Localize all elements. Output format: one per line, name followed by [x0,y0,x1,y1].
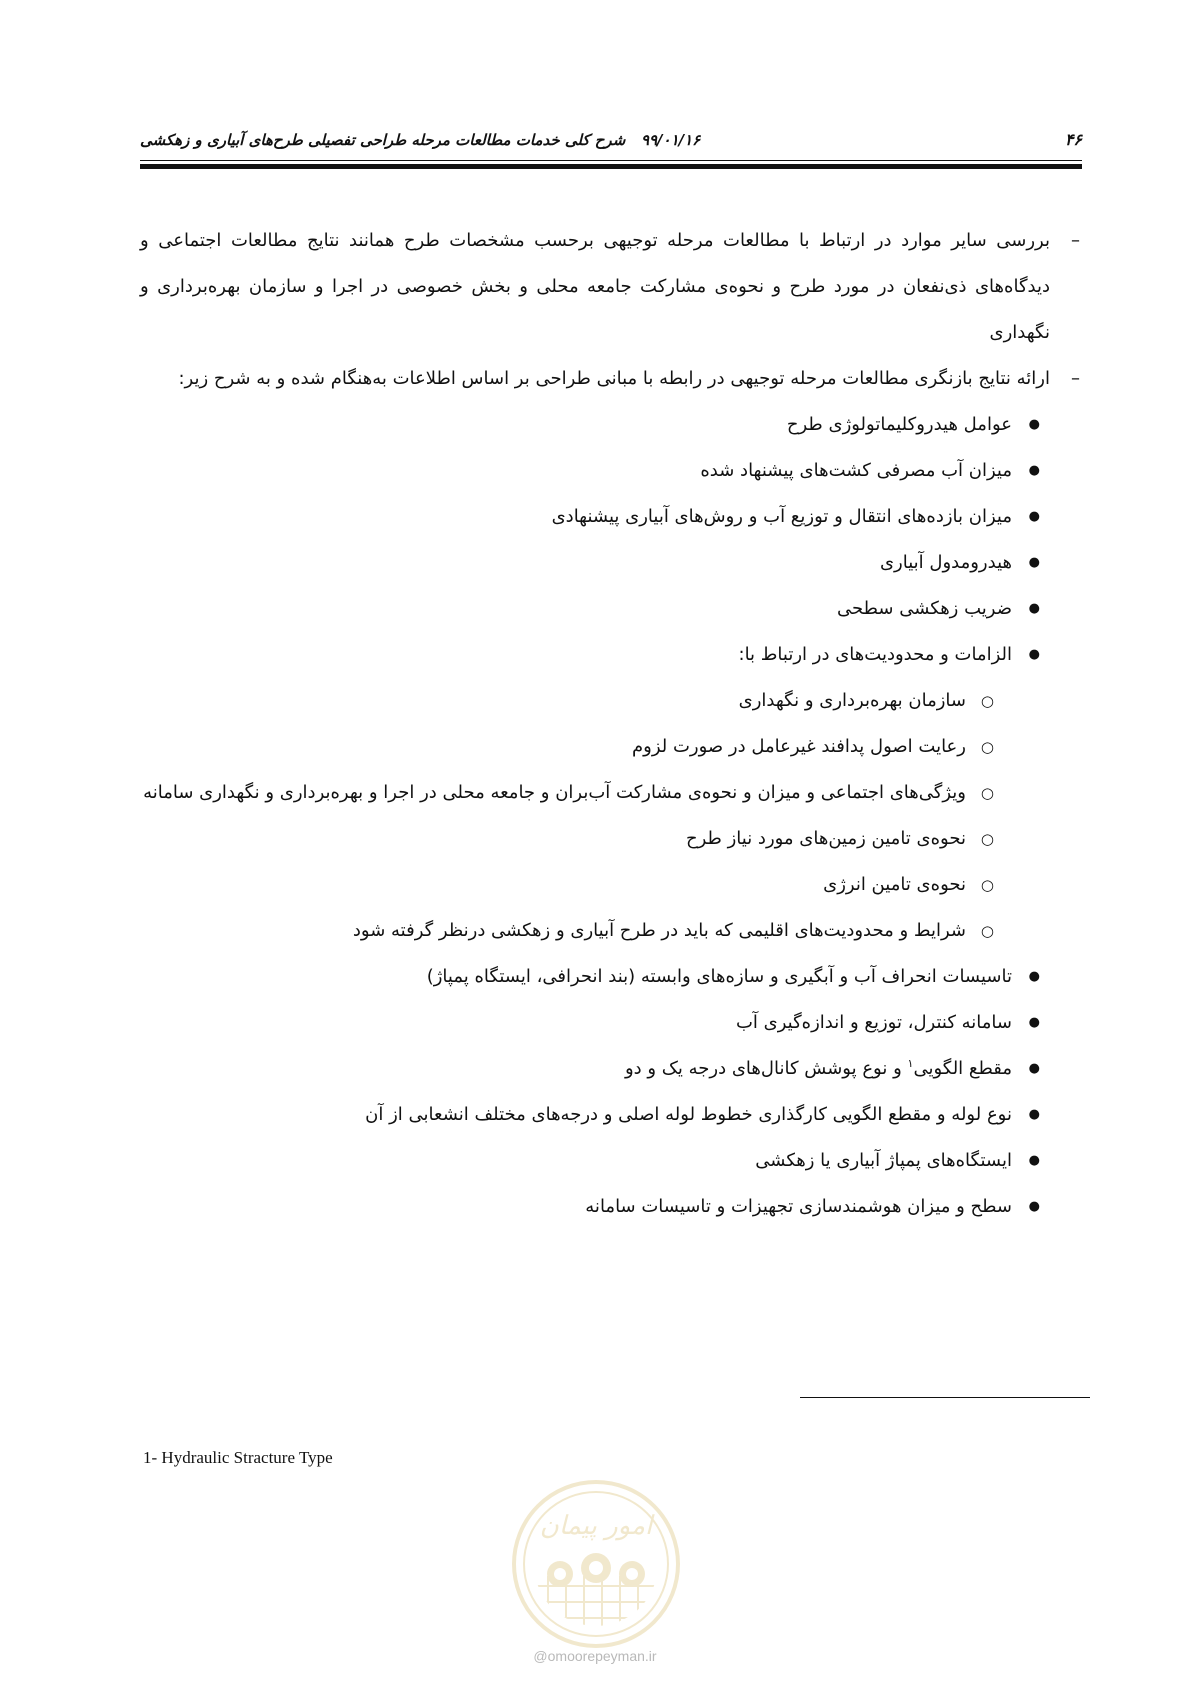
bullet-icon: ● [1028,1061,1040,1076]
dash-marker: – [1071,230,1080,251]
item-text: ایستگاه‌های پمپاژ آبیاری یا زهکشی [755,1150,1012,1171]
item-text: میزان بازده‌های انتقال و توزیع آب و روش‌های آبیاری پیشنهادی [551,506,1012,527]
item-text: الزامات و محدودیت‌های در ارتباط با: [738,644,1012,665]
bullet-item [140,1046,1058,1092]
item-text: نحوه‌ی تامین انرژی [823,874,966,895]
item-text: هیدرومدول آبیاری [879,552,1012,573]
header-thin-rule [140,160,1082,161]
circle-bullet-icon: ○ [980,738,994,756]
watermark-logo-text: امور پیمان [539,1511,653,1541]
sub-item [140,908,1034,954]
item-text: میزان آب مصرفی کشت‌های پیشنهاد شده [700,460,1012,481]
circle-bullet-icon: ○ [980,922,994,940]
circle-bullet-icon: ○ [980,876,994,894]
bullet-item [140,1000,1058,1046]
sub-item [140,724,1034,770]
header-thick-rule [140,164,1082,169]
bullet-item [140,1138,1058,1184]
bullet-item [140,586,1058,632]
bullet-item [140,540,1058,586]
sub-item [140,862,1034,908]
bullet-icon: ● [1028,1153,1040,1168]
bullet-item [140,402,1058,448]
bullet-icon: ● [1028,969,1040,984]
header-title: شرح کلی خدمات مطالعات مرحله طراحی تفصیلی طرح‌های آبیاری و زهکشی [140,131,626,149]
bullet-icon: ● [1028,1199,1040,1214]
dash-item [140,218,1082,356]
item-text: نحوه‌ی تامین زمین‌های مورد نیاز طرح [685,828,966,849]
item-text: مقطع الگویی [913,1058,1012,1079]
dash-item [140,356,1082,402]
item-text: سازمان بهره‌برداری و نگهداری [738,690,966,711]
bullet-icon: ● [1028,1107,1040,1122]
bullet-icon: ● [1028,509,1040,524]
item-text: بررسی سایر موارد در ارتباط با مطالعات مرحله توجیهی برحسب مشخصات طرح همانند نتایج مطالعات اجتماعی و دیدگاه‌های ذی‌نفعان در مورد طرح و نحوه‌ی مشارکت جامعه محلی و بخش خصوصی در اجرا و سازمان بهره‌برداری و نگهداری [140,230,1050,343]
bullet-icon: ● [1028,555,1040,570]
item-text: عوامل هیدروکلیماتولوژی طرح [786,414,1012,435]
item-text: نوع لوله و مقطع الگویی کارگذاری خطوط لوله اصلی و درجه‌های مختلف انشعابی از آن [365,1104,1012,1125]
bullet-icon: ● [1028,601,1040,616]
footnote-reference: ۱ [907,1057,914,1070]
sub-item [140,770,1034,816]
item-text: ارائه نتایج بازنگری مطالعات مرحله توجیهی در رابطه با مبانی طراحی بر اساس اطلاعات به‌هنگام شده و به شرح زیر: [178,368,1050,389]
bullet-item [140,494,1058,540]
bullet-item [140,632,1058,678]
item-text: رعایت اصول پدافند غیرعامل در صورت لزوم [632,736,966,757]
footnote-text: 1- Hydraulic Stracture Type [143,1448,333,1467]
page-header [140,128,1082,156]
bullet-item [140,448,1058,494]
sub-item [140,678,1034,724]
bullet-icon: ● [1028,1015,1040,1030]
watermark-site: @omoorepeyman.ir [533,1648,657,1664]
watermark-logo [508,1476,684,1652]
item-text: ضریب زهکشی سطحی [837,598,1012,619]
item-text: سامانه کنترل، توزیع و اندازه‌گیری آب [735,1012,1012,1033]
page-number: ۴۶ [1064,130,1082,149]
bullet-icon: ● [1028,417,1040,432]
item-text: سطح و میزان هوشمندسازی تجهیزات و تاسیسات سامانه [585,1196,1012,1217]
item-text: ویژگی‌های اجتماعی و میزان و نحوه‌ی مشارکت آب‌بران و جامعه محلی در اجرا و بهره‌برداری و نگهداری سامانه [143,782,966,803]
dash-marker: – [1071,368,1080,389]
bullet-item [140,954,1058,1000]
circle-bullet-icon: ○ [980,830,994,848]
item-text: شرایط و محدودیت‌های اقلیمی که باید در طرح آبیاری و زهکشی درنظر گرفته شود [352,920,966,941]
bullet-item [140,1184,1058,1230]
bullet-icon: ● [1028,647,1040,662]
bullet-item [140,1092,1058,1138]
body-text [140,218,1082,1230]
item-text: تاسیسات انحراف آب و آبگیری و سازه‌های وابسته (بند انحرافی، ایستگاه پمپاژ) [426,966,1012,987]
header-title-line [140,128,1082,152]
circle-bullet-icon: ○ [980,692,994,710]
sub-item [140,816,1034,862]
bullet-icon: ● [1028,463,1040,478]
header-date: ۹۹/۰۱/۱۶ [640,131,701,149]
footnote-separator [800,1397,1090,1398]
circle-bullet-icon: ○ [980,784,994,802]
item-text-continued: و نوع پوشش کانال‌های درجه یک و دو [624,1058,908,1079]
